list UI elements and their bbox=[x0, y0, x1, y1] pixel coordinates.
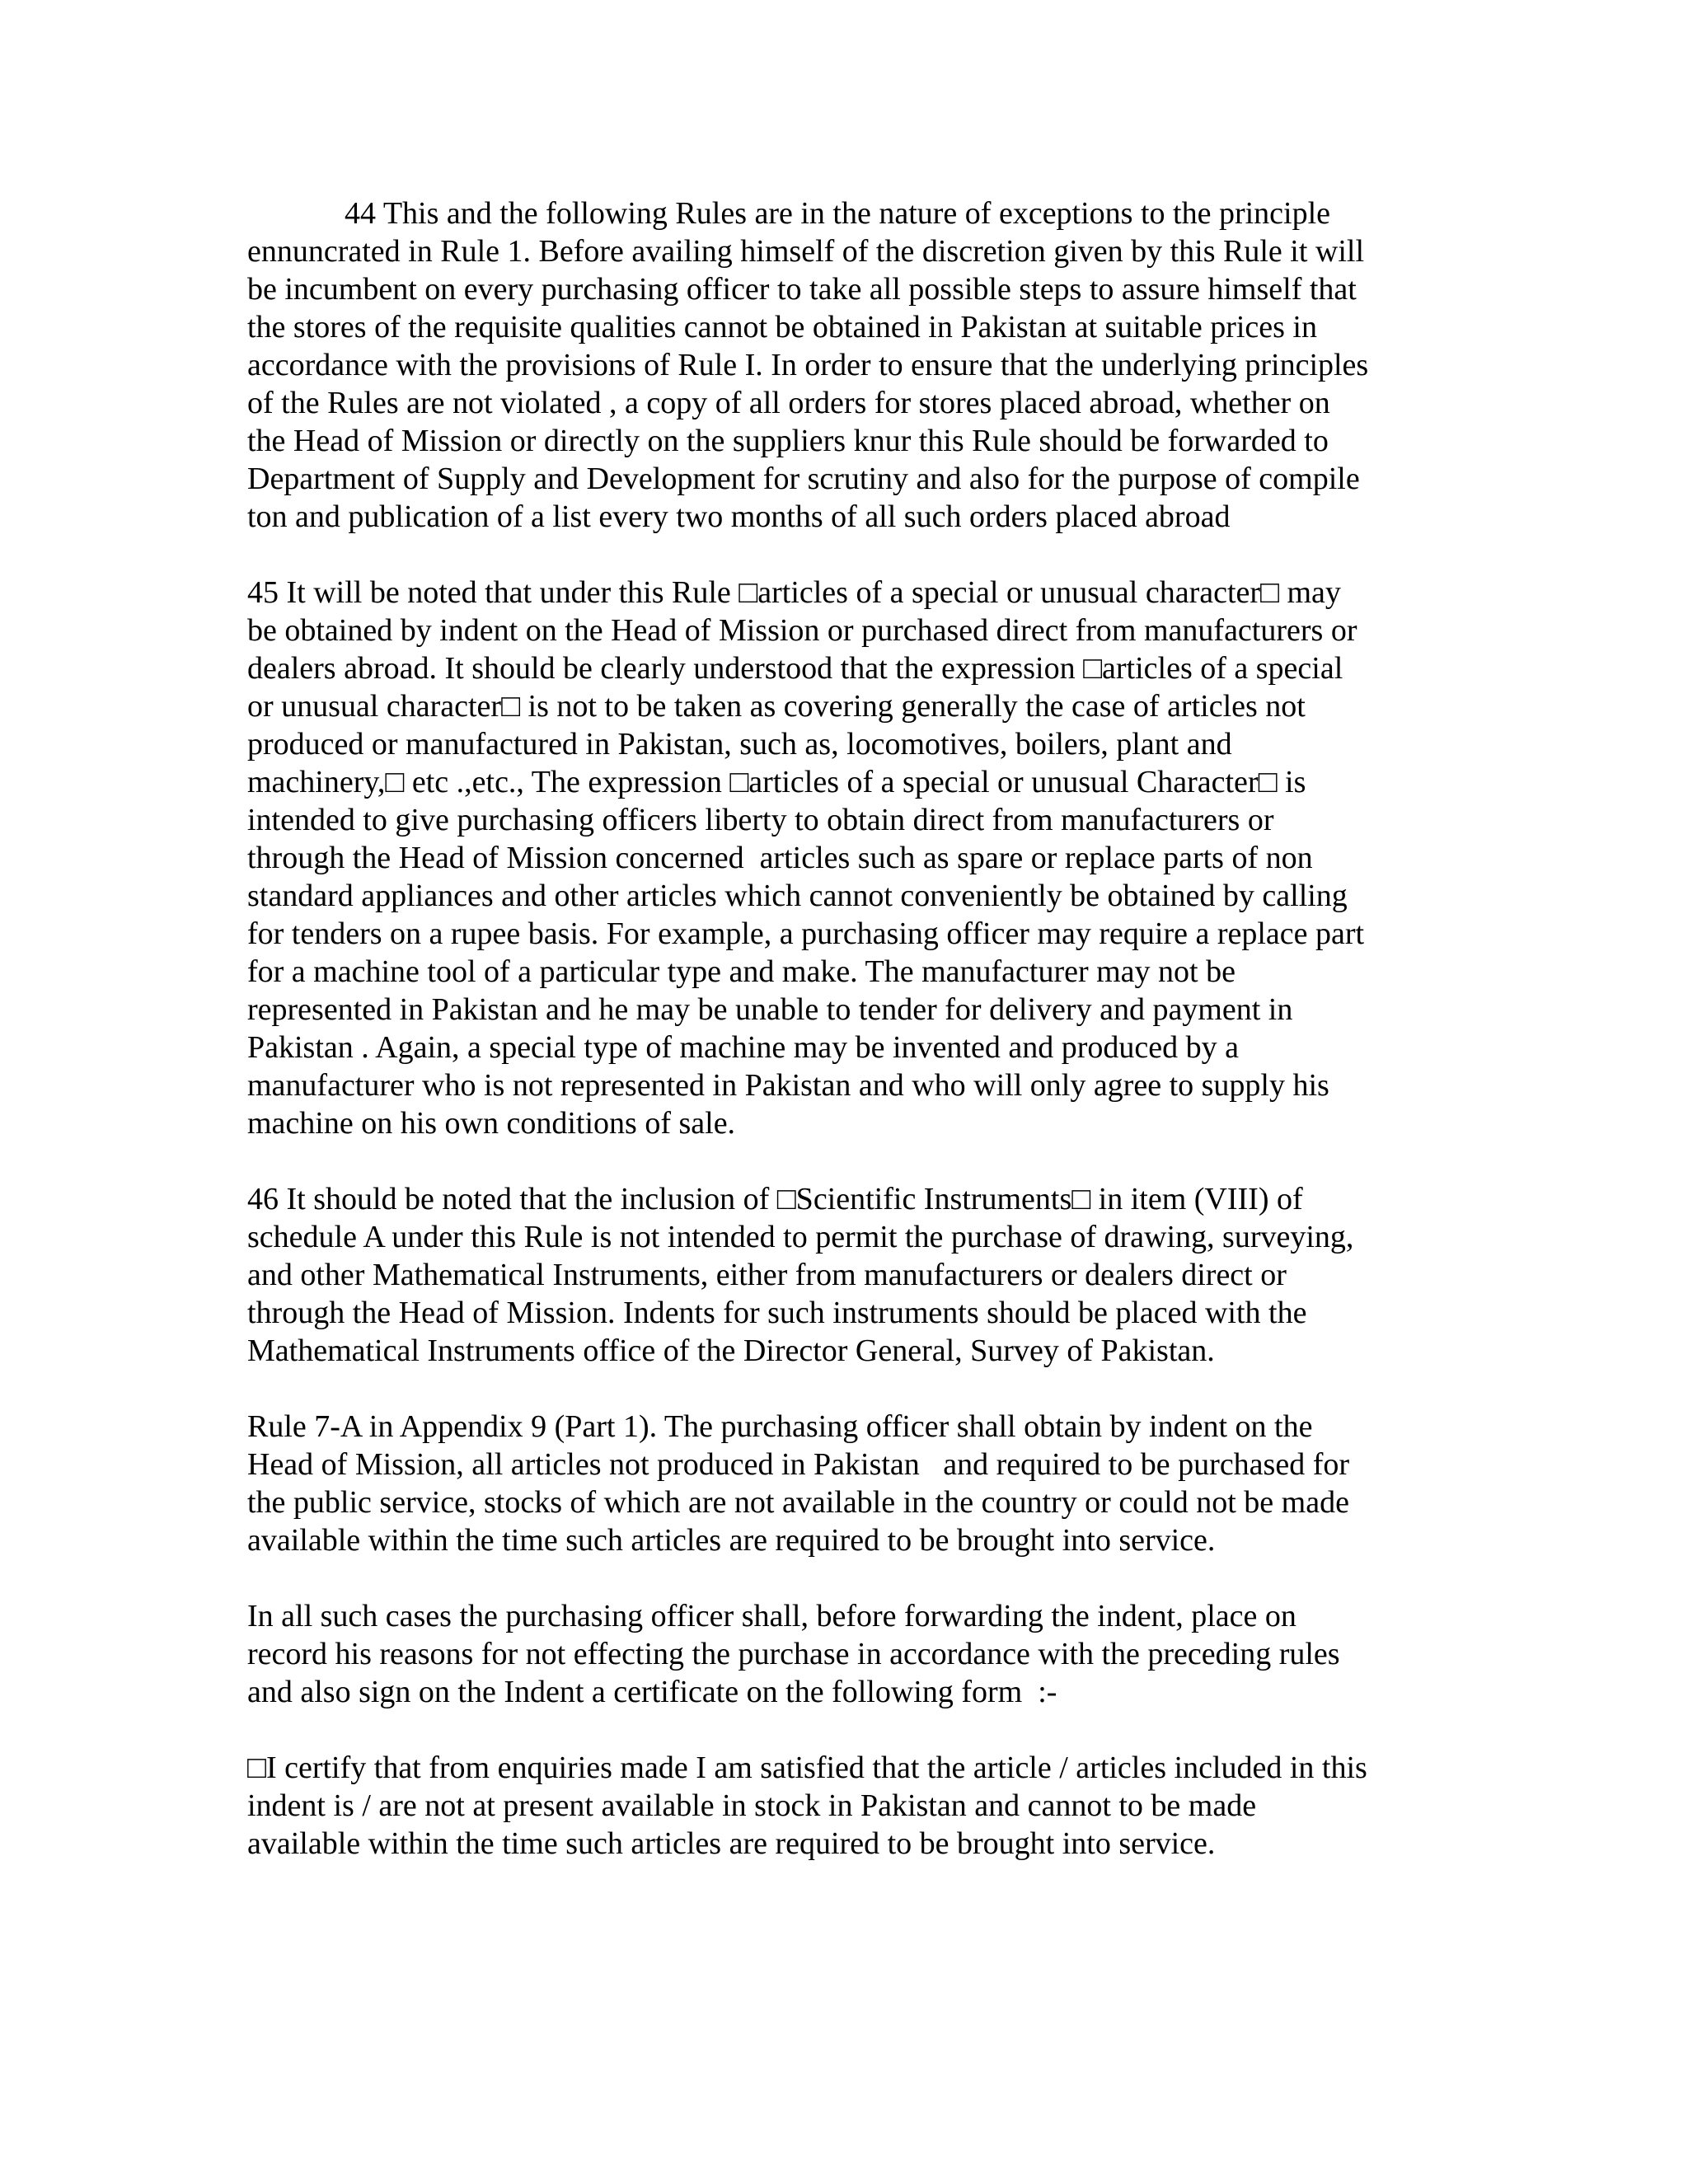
line-text: Rule 7-A in Appendix 9 (Part 1). The purchasing officer shall obtain by indent on the bbox=[247, 1409, 1313, 1444]
line-text: schedule A under this Rule is not intended to permit the purchase of drawing, surveying, bbox=[247, 1220, 1354, 1254]
paragraph-line bbox=[247, 1787, 1459, 1825]
paragraph-line bbox=[247, 1180, 1459, 1218]
line-text: available within the time such articles are required to be brought into service. bbox=[247, 1826, 1216, 1861]
line-text: Head of Mission, all articles not produced in Pakistan and required to be purchased for bbox=[247, 1447, 1350, 1482]
paragraph-line bbox=[247, 270, 1459, 308]
line-text: accordance with the provisions of Rule I. In order to ensure that the underlying principles bbox=[247, 348, 1369, 382]
paragraph-rule-7a bbox=[247, 1408, 1459, 1559]
paragraph-line bbox=[247, 194, 1459, 232]
paragraph-line bbox=[247, 1597, 1459, 1635]
line-text: the Head of Mission or directly on the suppliers knur this Rule should be forwarded to bbox=[247, 424, 1329, 458]
line-text: be incumbent on every purchasing officer to take all possible steps to assure himself that bbox=[247, 272, 1357, 307]
paragraph-line bbox=[247, 877, 1459, 915]
line-text: indent is / are not at present available in stock in Pakistan and cannot to be made bbox=[247, 1788, 1257, 1823]
line-text: ton and publication of a list every two months of all such orders placed abroad bbox=[247, 499, 1231, 534]
paragraph-line bbox=[247, 725, 1459, 763]
line-text: □I certify that from enquiries made I am satisfied that the article / articles included in this bbox=[247, 1750, 1367, 1785]
paragraph-line bbox=[247, 498, 1459, 536]
paragraph-line bbox=[247, 1066, 1459, 1104]
paragraph-line bbox=[247, 763, 1459, 801]
paragraph-44 bbox=[247, 194, 1459, 536]
paragraph-line bbox=[247, 422, 1459, 460]
paragraph-line bbox=[247, 649, 1459, 687]
paragraph-line bbox=[247, 1749, 1459, 1787]
paragraph-line bbox=[247, 1635, 1459, 1673]
line-text: through the Head of Mission. Indents for such instruments should be placed with the bbox=[247, 1296, 1307, 1330]
paragraph-line bbox=[247, 574, 1459, 612]
paragraph-line bbox=[247, 460, 1459, 498]
paragraph-certificate bbox=[247, 1749, 1459, 1863]
paragraph-line bbox=[247, 1332, 1459, 1370]
line-text: Pakistan . Again, a special type of machine may be invented and produced by a bbox=[247, 1030, 1239, 1065]
line-text: through the Head of Mission concerned articles such as spare or replace parts of non bbox=[247, 841, 1313, 875]
line-text: Mathematical Instruments office of the Director General, Survey of Pakistan. bbox=[247, 1333, 1215, 1368]
paragraph-line bbox=[247, 687, 1459, 725]
paragraph-line bbox=[247, 1104, 1459, 1142]
line-text: standard appliances and other articles which cannot conveniently be obtained by calling bbox=[247, 879, 1348, 913]
paragraph-line bbox=[247, 384, 1459, 422]
line-text: the public service, stocks of which are not available in the country or could not be made bbox=[247, 1485, 1349, 1520]
line-text: ennuncrated in Rule 1. Before availing himself of the discretion given by this Rule it will bbox=[247, 234, 1365, 269]
paragraph-line bbox=[247, 953, 1459, 991]
line-text: machine on his own conditions of sale. bbox=[247, 1106, 736, 1141]
line-text: or unusual character□ is not to be taken as covering generally the case of articles not bbox=[247, 689, 1306, 724]
line-text: for tenders on a rupee basis. For example, a purchasing officer may require a replace part bbox=[247, 916, 1365, 951]
paragraph-line bbox=[247, 1673, 1459, 1711]
line-text: dealers abroad. It should be clearly understood that the expression □articles of a special bbox=[247, 651, 1343, 686]
paragraph-line bbox=[247, 991, 1459, 1029]
paragraph-46 bbox=[247, 1180, 1459, 1370]
paragraph-all-such-cases bbox=[247, 1597, 1459, 1711]
paragraph-line bbox=[247, 1825, 1459, 1863]
paragraph-line bbox=[247, 839, 1459, 877]
line-text: record his reasons for not effecting the purchase in accordance with the preceding rules bbox=[247, 1637, 1340, 1671]
line-text: produced or manufactured in Pakistan, such as, locomotives, boilers, plant and bbox=[247, 727, 1232, 762]
paragraph-line bbox=[247, 1029, 1459, 1066]
line-text: be obtained by indent on the Head of Mission or purchased direct from manufacturers or bbox=[247, 613, 1357, 648]
paragraph-line bbox=[247, 1256, 1459, 1294]
line-text: and also sign on the Indent a certificate on the following form :- bbox=[247, 1675, 1057, 1709]
paragraph-line bbox=[247, 1408, 1459, 1446]
paragraph-line bbox=[247, 308, 1459, 346]
line-text: 45 It will be noted that under this Rule □articles of a special or unusual character□ may bbox=[247, 575, 1341, 610]
paragraph-line bbox=[247, 801, 1459, 839]
line-text: manufacturer who is not represented in Pakistan and who will only agree to supply his bbox=[247, 1068, 1329, 1103]
line-text: for a machine tool of a particular type and make. The manufacturer may not be bbox=[247, 954, 1236, 989]
paragraph-line bbox=[247, 232, 1459, 270]
line-text: intended to give purchasing officers liberty to obtain direct from manufacturers or bbox=[247, 803, 1274, 837]
document-body bbox=[247, 194, 1459, 1900]
paragraph-line bbox=[247, 1218, 1459, 1256]
paragraph-line bbox=[247, 1483, 1459, 1521]
paragraph-line bbox=[247, 1294, 1459, 1332]
line-text: machinery,□ etc .,etc., The expression □articles of a special or unusual Character□ is bbox=[247, 765, 1306, 799]
paragraph-line bbox=[247, 915, 1459, 953]
paragraph-line bbox=[247, 346, 1459, 384]
line-text: In all such cases the purchasing officer shall, before forwarding the indent, place on bbox=[247, 1599, 1296, 1633]
paragraph-line bbox=[247, 1446, 1459, 1483]
paragraph-line bbox=[247, 612, 1459, 649]
paragraph-45 bbox=[247, 574, 1459, 1142]
line-text: Department of Supply and Development for scrutiny and also for the purpose of compile bbox=[247, 462, 1360, 496]
line-text: 44 This and the following Rules are in the nature of exceptions to the principle bbox=[345, 196, 1330, 231]
line-text: the stores of the requisite qualities cannot be obtained in Pakistan at suitable prices in bbox=[247, 310, 1317, 344]
line-text: available within the time such articles are required to be brought into service. bbox=[247, 1523, 1216, 1558]
paragraph-line bbox=[247, 1521, 1459, 1559]
line-text: of the Rules are not violated , a copy of all orders for stores placed abroad, whether on bbox=[247, 386, 1330, 420]
line-text: 46 It should be noted that the inclusion of □Scientific Instruments□ in item (VIII) of bbox=[247, 1182, 1303, 1216]
line-text: and other Mathematical Instruments, either from manufacturers or dealers direct or bbox=[247, 1258, 1287, 1292]
line-text: represented in Pakistan and he may be unable to tender for delivery and payment in bbox=[247, 992, 1293, 1027]
